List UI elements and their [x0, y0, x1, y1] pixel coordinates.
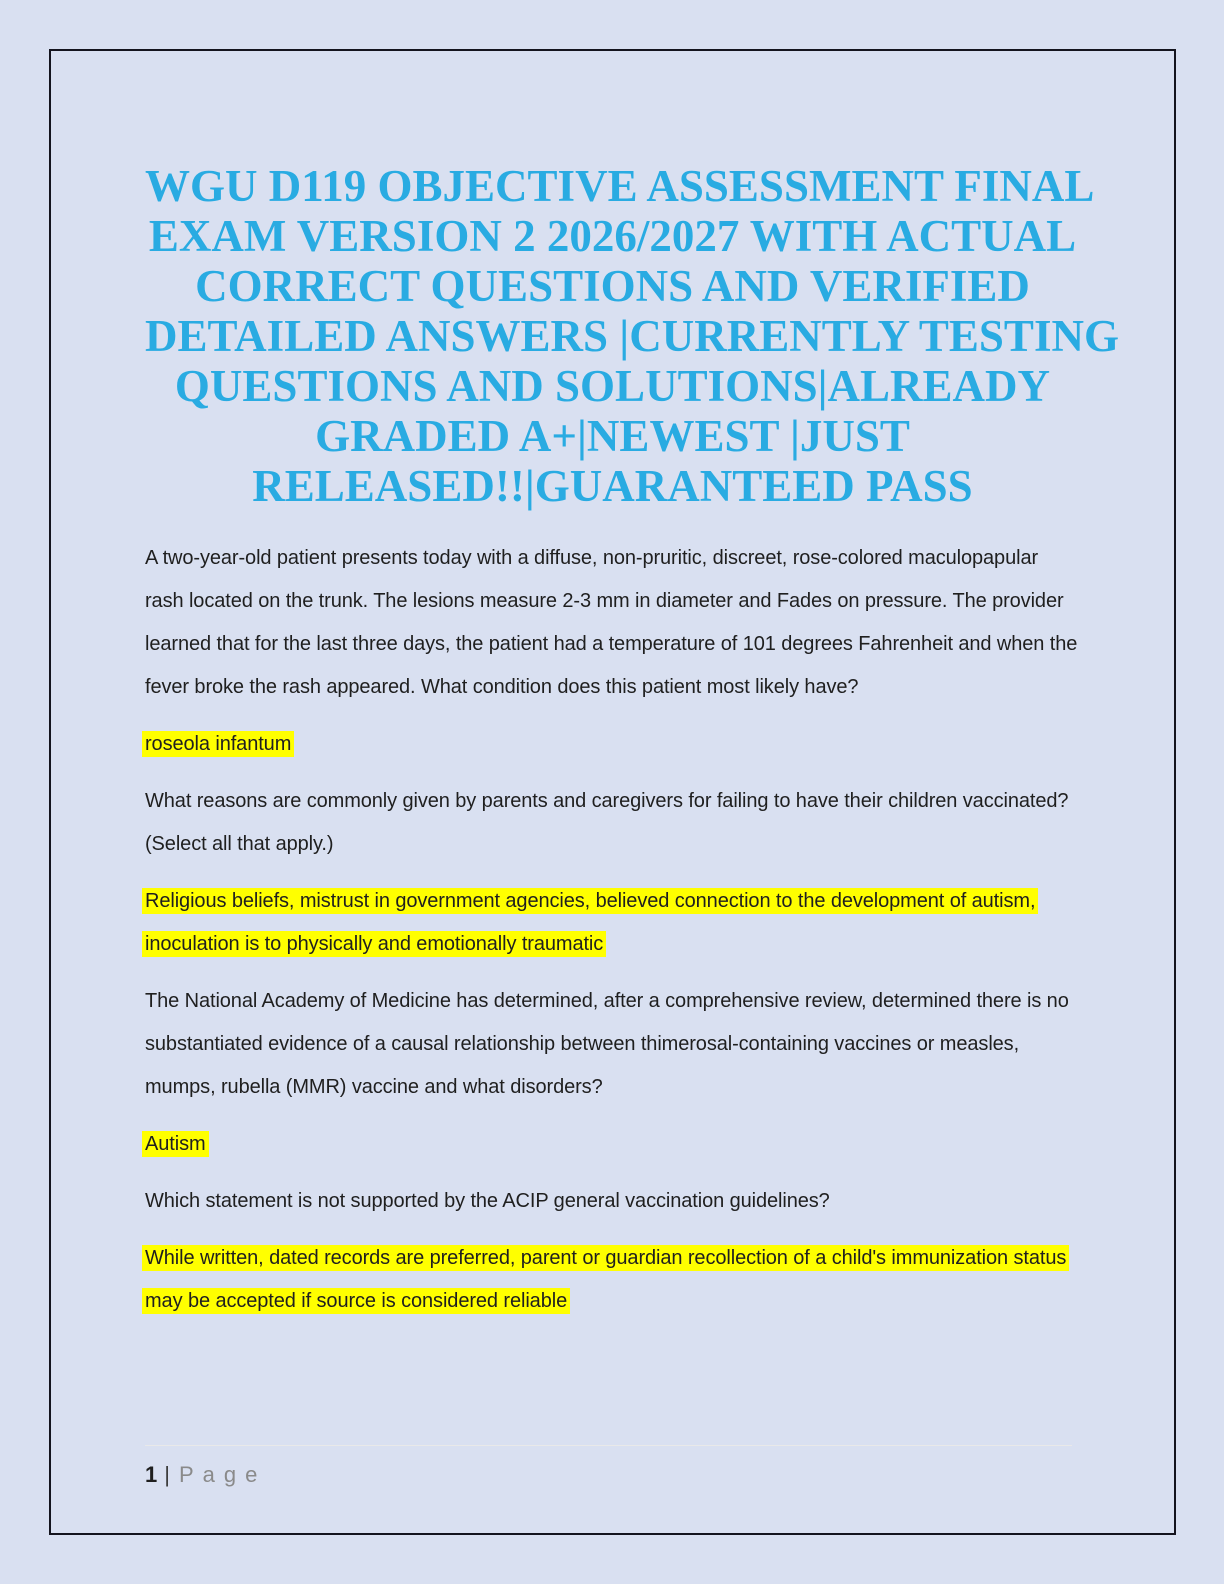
page-title	[145, 161, 1119, 511]
answer-paragraph	[145, 1237, 1080, 1323]
answer-highlight: While written, dated records are preferred, parent or guardian recollection of a child's immunization status may be accepted if source is considered reliable	[142, 1245, 1069, 1314]
page-number: 1	[145, 1462, 158, 1487]
title-line: WGU D119 OBJECTIVE ASSESSMENT FINAL	[145, 161, 1095, 211]
page-footer	[145, 1445, 1081, 1488]
title-line: EXAM VERSION 2 2026/2027 WITH ACTUAL	[148, 211, 1077, 261]
title-line: RELEASED!!|GUARANTEED PASS	[252, 461, 973, 511]
qa-content	[145, 537, 1080, 1323]
page-number-indicator	[145, 1462, 1081, 1488]
answer-paragraph	[145, 1123, 1080, 1166]
page-label: Page	[178, 1462, 267, 1487]
answer-highlight: roseola infantum	[142, 731, 294, 757]
footer-divider	[145, 1445, 1072, 1446]
question-text: What reasons are commonly given by parents and caregivers for failing to have their children vaccinated? (Select all that apply.)	[145, 790, 1069, 855]
answer-paragraph	[145, 880, 1080, 966]
title-line: GRADED A+|NEWEST |JUST	[315, 411, 910, 461]
title-line: CORRECT QUESTIONS AND VERIFIED	[195, 261, 1030, 311]
answer-highlight: Autism	[142, 1131, 209, 1157]
page-frame	[49, 49, 1176, 1535]
question-text: Which statement is not supported by the ACIP general vaccination guidelines?	[145, 1190, 830, 1212]
page-number-separator: |	[164, 1462, 170, 1487]
answer-paragraph	[145, 723, 1080, 766]
question-text: The National Academy of Medicine has determined, after a comprehensive review, determined there is no substantiated evidence of a causal relationship between thimerosal-containing vaccines or measles, mumps, rubella (MMR) vaccine and what disorders?	[145, 990, 1069, 1098]
question-text: A two-year-old patient presents today with a diffuse, non-pruritic, discreet, rose-colored maculopapular rash located on the trunk. The lesions measure 2-3 mm in diameter and Fades on pressure. The provider learned that for the last three days, the patient had a temperature of 101 degrees Fahrenheit and when the fever broke the rash appeared. What condition does this patient most likely have?	[145, 547, 1078, 698]
title-line: QUESTIONS AND SOLUTIONS|ALREADY	[174, 361, 1051, 411]
title-line: DETAILED ANSWERS |CURRENTLY TESTING	[145, 311, 1119, 361]
answer-highlight: Religious beliefs, mistrust in government agencies, believed connection to the development of autism, inoculation is to physically and emotionally traumatic	[142, 888, 1038, 957]
document-page	[51, 51, 1174, 1533]
